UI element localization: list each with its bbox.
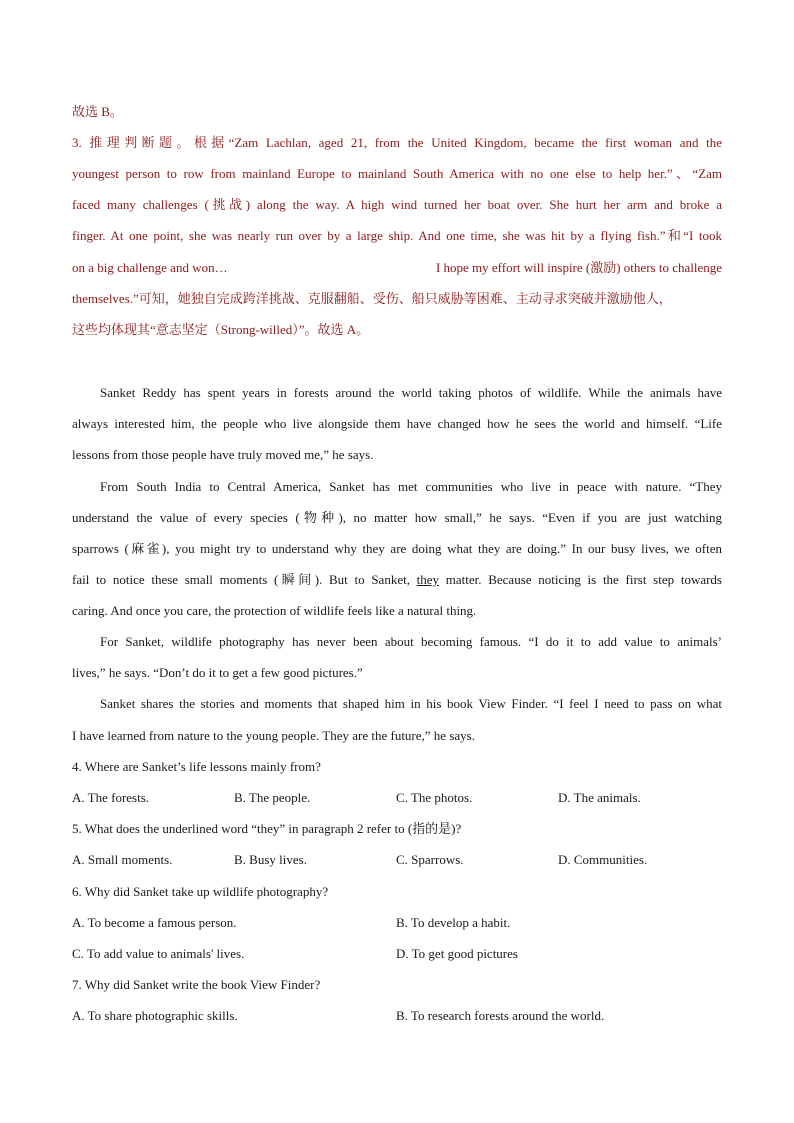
explanation-line-1: 3. 推理判断题。根据“Zam Lachlan, aged 21, from the United Kingdom, became the first woman and the	[72, 135, 722, 150]
question-5: 5. What does the underlined word “they” in paragraph 2 refer to (指的是)?	[72, 821, 462, 836]
q5-option-d[interactable]: D. Communities.	[558, 852, 648, 867]
explanation-line-6: themselves.”可知，她独自完成跨洋挑战、克服翻船、受伤、船只威胁等困难、主动寻求突破并激励他人，	[72, 291, 672, 306]
question-7: 7. Why did Sanket write the book View Finder?	[72, 977, 321, 992]
underlined-word-they: they	[416, 572, 440, 587]
explanation-line-7: 这些均体现其“意志坚定（Strong-willed）”。故选 A。	[72, 322, 370, 337]
passage-p2-line-4-before: fail to notice these small moments (瞬间). But to Sanket,	[72, 572, 417, 587]
explanation-line-3: faced many challenges (挑战) along the way. A high wind turned her boat over. She hurt her arm and broke a	[72, 197, 722, 212]
question-6: 6. Why did Sanket take up wildlife photography?	[72, 884, 329, 899]
q4-option-d[interactable]: D. The animals.	[558, 790, 641, 805]
passage-p3-line-2: lives,” he says. “Don’t do it to get a few good pictures.”	[72, 665, 363, 680]
explanation-line-5b: I hope my effort will inspire (激励) others to challenge	[435, 260, 722, 275]
q6-option-b[interactable]: B. To develop a habit.	[396, 915, 511, 930]
q5-option-b[interactable]: B. Busy lives.	[234, 852, 307, 867]
passage-p2-line-2: understand the value of every species (物种), no matter how small,” he says. “Even if you are just watching	[72, 510, 722, 525]
q4-option-a[interactable]: A. The forests.	[72, 790, 150, 805]
q5-option-c[interactable]: C. Sparrows.	[396, 852, 464, 867]
passage-p1-line-2: always interested him, the people who live alongside them have changed how he sees the world and himself. “Life	[72, 416, 722, 431]
q7-option-a[interactable]: A. To share photographic skills.	[72, 1008, 238, 1023]
passage-p4-line-1: Sanket shares the stories and moments that shaped him in his book View Finder. “I feel I need to pass on what	[100, 696, 722, 711]
passage-p2-line-1: From South India to Central America, Sanket has met communities who live in peace with nature. “They	[100, 479, 722, 494]
passage-p2-line-5: caring. And once you care, the protection of wildlife feels like a natural thing.	[72, 603, 477, 618]
q6-option-a[interactable]: A. To become a famous person.	[72, 915, 237, 930]
q4-option-b[interactable]: B. The people.	[234, 790, 311, 805]
question-4: 4. Where are Sanket’s life lessons mainly from?	[72, 759, 321, 774]
passage-p2-line-4	[72, 571, 722, 589]
q7-option-b[interactable]: B. To research forests around the world.	[396, 1008, 605, 1023]
explanation-line-4: finger. At one point, she was nearly run over by a large ship. And one time, she was hit by a flying fish.”和“I took	[72, 228, 722, 243]
passage-p1-line-3: lessons from those people have truly moved me,” he says.	[72, 447, 374, 462]
q6-option-d[interactable]: D. To get good pictures	[396, 946, 518, 961]
passage-p4-line-2: I have learned from nature to the young people. They are the future,” he says.	[72, 728, 475, 743]
explanation-line-5a: on a big challenge and won…	[72, 260, 228, 275]
passage-p3-line-1: For Sanket, wildlife photography has never been about becoming famous. “I do it to add value to animals’	[100, 634, 722, 649]
explanation-line-2: youngest person to row from mainland Europe to mainland South America with no one else to help her.”、“Zam	[72, 166, 722, 181]
passage-p1-line-1: Sanket Reddy has spent years in forests around the world taking photos of wildlife. While the animals have	[100, 385, 722, 400]
q4-option-c[interactable]: C. The photos.	[396, 790, 473, 805]
previous-answer: 故选 B。	[72, 104, 123, 119]
passage-p2-line-3: sparrows (麻雀), you might try to understand why they are doing what they are doing.” In our busy lives, we often	[72, 541, 722, 556]
passage-p2-line-4-after: matter. Because noticing is the first step towards	[439, 572, 722, 587]
q6-option-c[interactable]: C. To add value to animals' lives.	[72, 946, 245, 961]
q5-option-a[interactable]: A. Small moments.	[72, 852, 173, 867]
